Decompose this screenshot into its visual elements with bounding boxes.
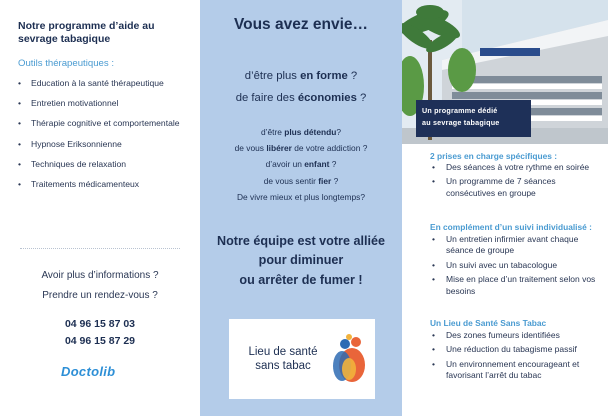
program-banner	[416, 100, 531, 137]
list-item: • Hypnose Eriksonnienne	[18, 139, 196, 150]
phone-number-1[interactable]: 04 96 15 87 03	[64, 318, 136, 330]
logo-text-line: Lieu de santé	[248, 346, 318, 358]
appointment-question: Prendre un rendez-vous ?	[42, 290, 158, 301]
left-panel	[0, 0, 200, 416]
banner-line: Un programme dédié	[422, 106, 498, 115]
section-title: 2 prises en charge spécifiques :	[430, 151, 558, 161]
section-title: Un Lieu de Santé Sans Tabac	[430, 318, 547, 328]
section-title: En complément d’un suivi individualisé :	[430, 222, 592, 232]
logo-text-line: sans tabac	[255, 360, 311, 372]
tools-subtitle: Outils thérapeutiques :	[18, 58, 114, 69]
phone-number-2[interactable]: 04 96 15 87 29	[64, 335, 136, 347]
list-item: • Un environnement encourageant et favorisant l’arrêt du tabac	[430, 359, 606, 382]
right-panel	[402, 0, 608, 416]
doctolib-logo[interactable]: Doctolib	[61, 364, 116, 379]
program-title: Notre programme d’aide au sevrage tabagique	[18, 20, 155, 45]
list-item: • Un programme de 7 séances consécutives en groupe	[430, 176, 606, 199]
team-line: ou arrêter de fumer !	[239, 273, 363, 287]
headline: Vous avez envie…	[233, 16, 369, 33]
wish-line: d’être plus en forme ?	[244, 70, 358, 82]
wish-line: de vous libérer de votre addiction ?	[234, 143, 368, 153]
list-item: • Education à la santé thérapeutique	[18, 78, 196, 89]
list-item: • Des séances à votre rythme en soirée	[430, 162, 606, 173]
team-line: Notre équipe est votre alliée	[217, 234, 385, 248]
wish-line: De vivre mieux et plus longtemps?	[236, 192, 365, 202]
smoke-free-figures-icon	[325, 333, 369, 385]
tools-list	[18, 78, 196, 199]
wish-line: d’avoir un enfant ?	[265, 159, 337, 169]
team-line: pour diminuer	[258, 253, 344, 267]
list-item: • Thérapie cognitive et comportementale	[18, 118, 196, 129]
followup-list	[430, 234, 606, 300]
wish-line: de vous sentir fier ?	[263, 176, 339, 186]
list-item: • Techniques de relaxation	[18, 159, 196, 170]
banner-line: au sevrage tabagique	[422, 118, 500, 127]
wish-line: de faire des économies ?	[235, 92, 367, 104]
list-item: • Des zones fumeurs identifiées	[430, 330, 606, 341]
list-item: • Un suivi avec un tabacologue	[430, 260, 606, 271]
care-list	[430, 162, 606, 202]
wish-line: d’être plus détendu?	[260, 127, 342, 137]
dotted-divider	[20, 248, 180, 249]
list-item: • Traitements médicamenteux	[18, 179, 196, 190]
smoke-free-list	[430, 330, 606, 385]
info-question: Avoir plus d’informations ?	[41, 270, 159, 281]
list-item: • Un entretien infirmier avant chaque séance de groupe	[430, 234, 606, 257]
list-item: • Entretien motivationnel	[18, 98, 196, 109]
smoke-free-logo	[229, 319, 375, 399]
list-item: • Mise en place d’un traitement selon vos besoins	[430, 274, 606, 297]
middle-panel	[200, 0, 402, 416]
list-item: • Une réduction du tabagisme passif	[430, 344, 606, 355]
